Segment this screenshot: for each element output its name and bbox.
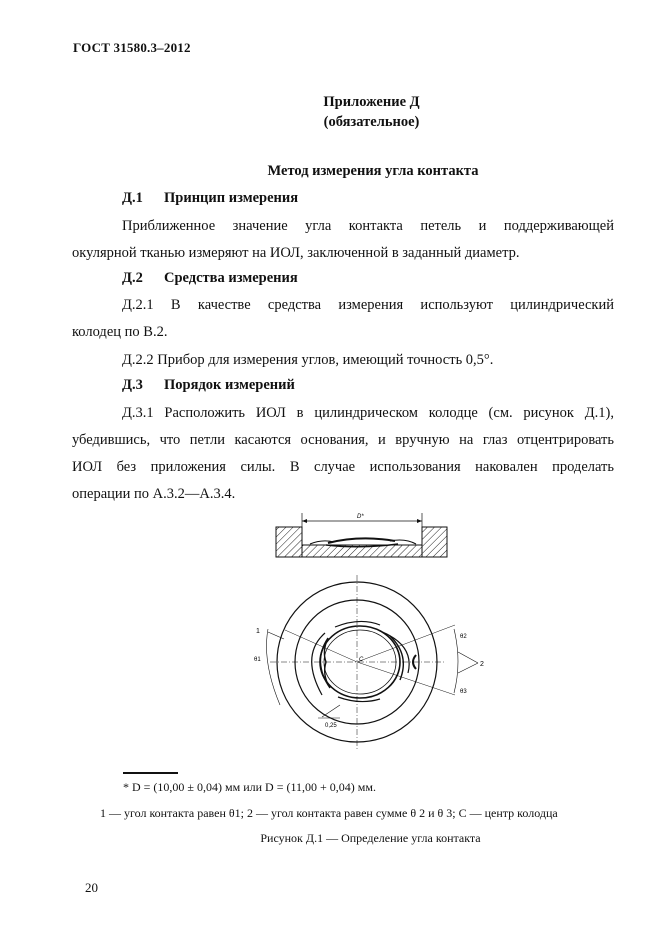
paragraph-d1-line1: Приближенное значение угла контакта петель и поддерживающей <box>122 218 614 234</box>
paragraph-d21-line2: колодец по В.2. <box>72 324 168 340</box>
section-number: Д.1 <box>122 190 143 206</box>
footnote-separator <box>123 772 178 774</box>
method-title: Метод измерения угла контакта <box>267 163 479 179</box>
section-number: Д.3 <box>122 377 143 393</box>
section-heading-d3 <box>122 377 295 394</box>
paragraph-d31-line4: операции по А.3.2—А.3.4. <box>72 486 236 502</box>
paragraph-d21-line1: Д.2.1 В качестве средства измерения используют цилиндрический <box>122 297 614 313</box>
section-title: Порядок измерений <box>164 377 295 393</box>
section-title: Принцип измерения <box>164 190 299 206</box>
label-1: 1 <box>256 628 260 635</box>
paragraph-d31-line2: убедившись, что петли касаются основания, и вручную на глаз отцентрировать <box>72 432 614 448</box>
figure-legend: 1 — угол контакта равен θ1; 2 — угол контакта равен сумме θ 2 и θ 3; C — центр колодца <box>100 806 558 820</box>
label-theta2: θ2 <box>460 634 467 640</box>
section-title: Средства измерения <box>164 270 298 286</box>
paragraph-d31-line1: Д.3.1 Расположить ИОЛ в цилиндрическом колодце (см. рисунок Д.1), <box>122 405 614 421</box>
well-plan-view <box>254 575 484 749</box>
label-theta3: θ3 <box>460 689 467 695</box>
document-header: ГОСТ 31580.3–2012 <box>73 40 191 55</box>
footnote: * D = (10,00 ± 0,04) мм или D = (11,00 + 0,04) мм. <box>123 780 376 794</box>
figure-caption: Рисунок Д.1 — Определение угла контакта <box>260 831 481 845</box>
figure-contact-angle <box>230 505 490 755</box>
appendix-title: Приложение Д <box>323 94 420 110</box>
section-heading-d1 <box>122 190 298 207</box>
well-cross-section <box>276 513 447 557</box>
paragraph-d31-line3: ИОЛ без приложения силы. В случае использования наковален проделать <box>72 459 614 475</box>
label-d-star: D* <box>357 514 364 520</box>
appendix-heading <box>0 92 661 132</box>
paragraph-d1-line2: окулярной тканью измеряют на ИОЛ, заключенной в заданный диаметр. <box>72 245 520 261</box>
label-025: 0,25 <box>325 723 337 729</box>
paragraph-d22: Д.2.2 Прибор для измерения углов, имеющий точность 0,5°. <box>122 352 494 368</box>
section-number: Д.2 <box>122 270 143 286</box>
label-2: 2 <box>480 661 484 668</box>
label-center: C <box>359 657 364 663</box>
section-heading-d2 <box>122 270 298 287</box>
label-theta1: θ1 <box>254 657 261 663</box>
page-number: 20 <box>85 880 98 895</box>
appendix-subtitle: (обязательное) <box>323 114 420 130</box>
